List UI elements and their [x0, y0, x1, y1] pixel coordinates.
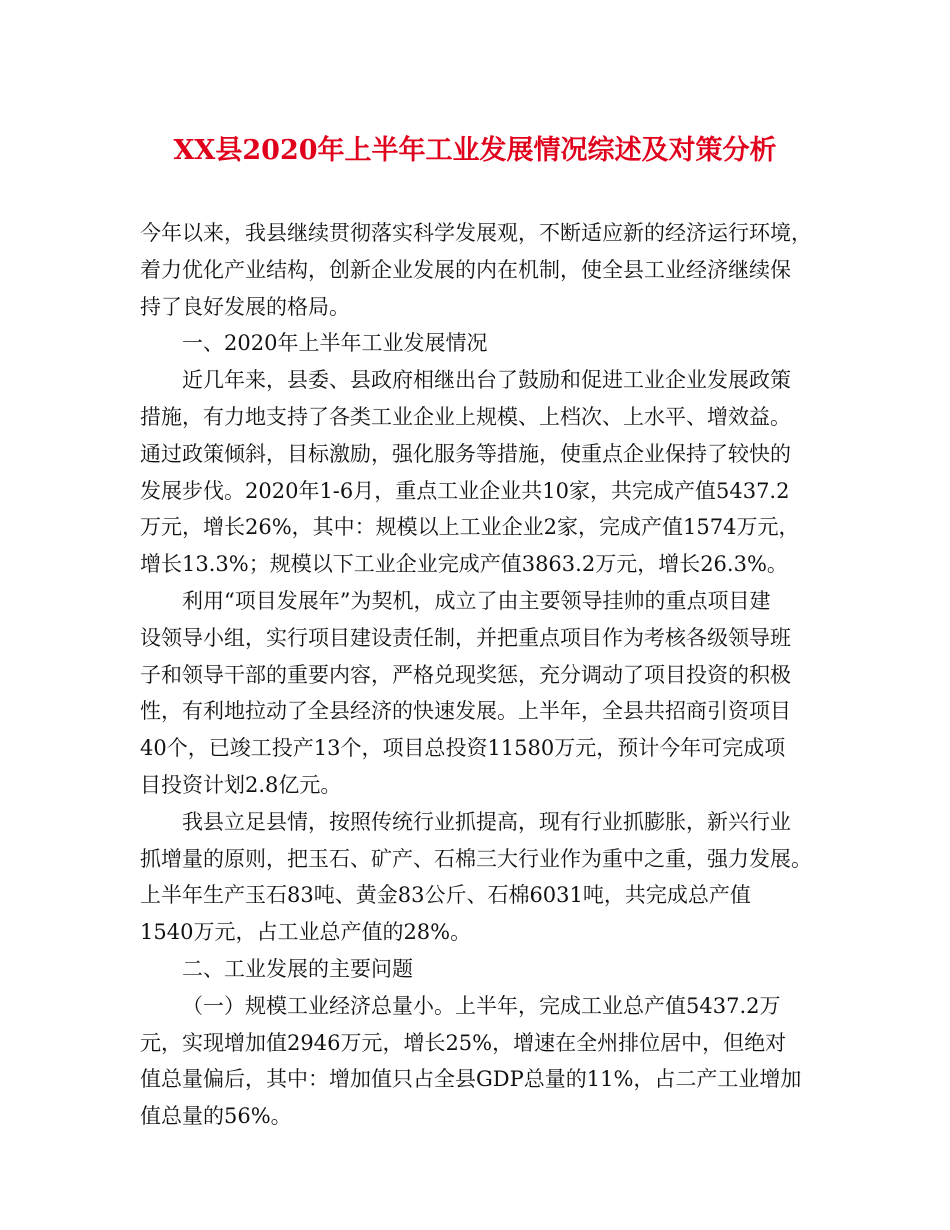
section-heading-1: [140, 325, 840, 362]
text-line: 40个，已竣工投产13个，项目总投资11580万元，预计今年可完成项: [140, 736, 786, 761]
document-body: [140, 215, 840, 1135]
text-line: 一、2020年上半年工业发展情况: [182, 331, 488, 356]
text-line: 上半年生产玉石83吨、黄金83公斤、石棉6031吨，共完成总产值: [140, 883, 751, 908]
text-line: 值总量偏后，其中：增加值只占全县GDP总量的11%，占二产工业增加: [140, 1067, 802, 1092]
text-line: （一）规模工业经济总量小。上半年，完成工业总产值5437.2万: [182, 993, 781, 1018]
text-line: 持了良好发展的格局。: [140, 294, 350, 319]
text-line: 目投资计划2.8亿元。: [140, 772, 342, 797]
paragraph-intro: [140, 215, 840, 325]
text-line: 利用“项目发展年”为契机，成立了由主要领导挂帅的重点项目建: [182, 588, 771, 613]
text-line: 万元，增长26%，其中：规模以上工业企业2家，完成产值1574万元，: [140, 515, 800, 540]
paragraph-projects: [140, 583, 840, 804]
text-line: 通过政策倾斜，目标激励，强化服务等措施，使重点企业保持了较快的: [140, 441, 791, 466]
text-line: 增长13.3%；规模以下工业企业完成产值3863.2万元，增长26.3%。: [140, 552, 788, 577]
section-heading-2: [140, 951, 840, 988]
text-line: 今年以来，我县继续贯彻落实科学发展观，不断适应新的经济运行环境，: [140, 221, 812, 245]
text-line: 抓增量的原则，把玉石、矿产、石棉三大行业作为重中之重，强力发展。: [140, 846, 812, 871]
text-line: 值总量的56%。: [140, 1104, 292, 1129]
text-line: 性，有利地拉动了全县经济的快速发展。上半年，全县共招商引资项目: [140, 699, 791, 724]
text-line: 着力优化产业结构，创新企业发展的内在机制，使全县工业经济继续保: [140, 257, 791, 282]
text-line: 措施，有力地支持了各类工业企业上规模、上档次、上水平、增效益。: [140, 404, 791, 429]
text-line: 二、工业发展的主要问题: [182, 956, 413, 981]
text-line: 元，实现增加值2946万元，增长25%，增速在全州排位居中，但绝对: [140, 1030, 787, 1055]
text-line: 发展步伐。2020年1-6月，重点工业企业共10家，共完成产值5437.2: [140, 478, 790, 503]
text-line: 子和领导干部的重要内容，严格兑现奖惩，充分调动了项目投资的积极: [140, 662, 791, 687]
text-line: 近几年来，县委、县政府相继出台了鼓励和促进工业企业发展政策: [182, 368, 791, 393]
text-line: 设领导小组，实行项目建设责任制，并把重点项目作为考核各级领导班: [140, 625, 791, 650]
document-title: XX县2020年上半年工业发展情况综述及对策分析: [173, 135, 777, 166]
text-line: 我县立足县情，按照传统行业抓提高，现有行业抓膨胀，新兴行业: [182, 809, 791, 834]
text-line: 1540万元，占工业总产值的28%。: [140, 920, 472, 945]
paragraph-policy: [140, 362, 840, 583]
paragraph-industries: [140, 804, 840, 951]
paragraph-problem-1: [140, 988, 840, 1135]
